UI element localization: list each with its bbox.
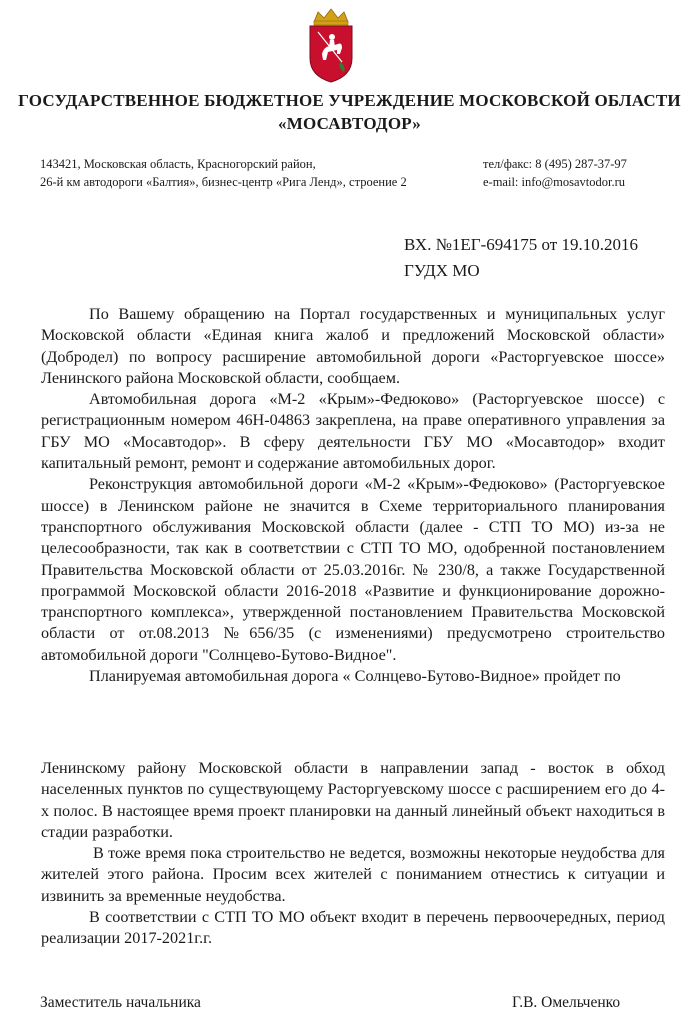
coat-of-arms-icon — [304, 6, 358, 84]
email: e-mail: info@mosavtodor.ru — [483, 175, 626, 189]
incoming-reference: ВХ. №1ЕГ-694175 от 19.10.2016 — [404, 235, 638, 254]
letter-body-continued — [41, 758, 665, 950]
paragraph-2: Автомобильная дорога «М-2 «Крым»-Федюково» (Расторгуевское шоссе) с регистрационным номером 46Н-04863 закреплена, на праве оперативного управления за ГБУ МО «Мосавтодор». В сферу деятельности ГБУ МО «Мосавтодор» входит капитальный ремонт, ремонт и содержание автомобильных дорог. — [41, 390, 665, 473]
signatory-name: Г.В. Омельченко — [512, 994, 621, 1011]
organization-short-name: «МОСАВТОДОР» — [278, 114, 421, 133]
paragraph-4-first-line: Планируемая автомобильная дорога « Солнцево-Бутово-Видное» пройдет по — [89, 667, 621, 686]
address-line-1: 143421, Московская область, Красногорский район, — [40, 157, 316, 171]
signatory-position: Заместитель начальника — [40, 994, 201, 1011]
paragraph-1: По Вашему обращению на Портал государственных и муниципальных услуг Московской области «Единая книга жалоб и предложений Московской области» (Добродел) по вопросу расширение автомобильной дороги «Расторгуевское шоссе» Ленинского района Московской области, сообщаем. — [41, 305, 665, 387]
letter-body — [41, 304, 665, 687]
phone-fax: тел/факс: 8 (495) 287-37-97 — [483, 157, 627, 171]
paragraph-6: В соответствии с СТП ТО МО объект входит в перечень первоочередных, период реализации 2017-2021г.г. — [41, 908, 665, 948]
organization-name: ГОСУДАРСТВЕННОЕ БЮДЖЕТНОЕ УЧРЕЖДЕНИЕ МОСКОВСКОЙ ОБЛАСТИ — [18, 91, 681, 110]
address-line-2: 26-й км автодороги «Балтия», бизнес-центр «Рига Ленд», строение 2 — [40, 175, 407, 189]
paragraph-3: Реконструкция автомобильной дороги «М-2 «Крым»-Федюково» (Расторгуевское шоссе) в Ленинском районе не значится в Схеме территориального планирования транспортного обслуживания Московской области (далее - СТП ТО МО) из-за не целесообразности, так как в соответствии с СТП ТО МО, одобренной постановлением Правительства Московской области от 25.03.2016г. № 230/8, а также Государственной программой Московской области 2016-2018 «Развитие и функционирование дорожно-транспортного комплекса», утвержденной постановлением Правительства Московской области от от.08.2013 №656/35 (с изменениями) предусмотрено строительство автомобильной дороги "Солнцево-Бутово-Видное". — [41, 475, 665, 664]
paragraph-4-continued: Ленинскому району Московской области в направлении запад - восток в обход населенных пунктов по существующему Расторгуевскому шоссе с расширением его до 4-х полос. В настоящее время проект планировки на данный линейный объект находиться в стадии разработки. — [41, 759, 665, 841]
paragraph-5: В тоже время пока строительство не ведется, возможны некоторые неудобства для жителей этого района. Просим всех жителей с пониманием отнестись к ситуации и извинить за временные неудобства. — [41, 844, 665, 905]
recipient: ГУДХ МО — [404, 261, 480, 280]
